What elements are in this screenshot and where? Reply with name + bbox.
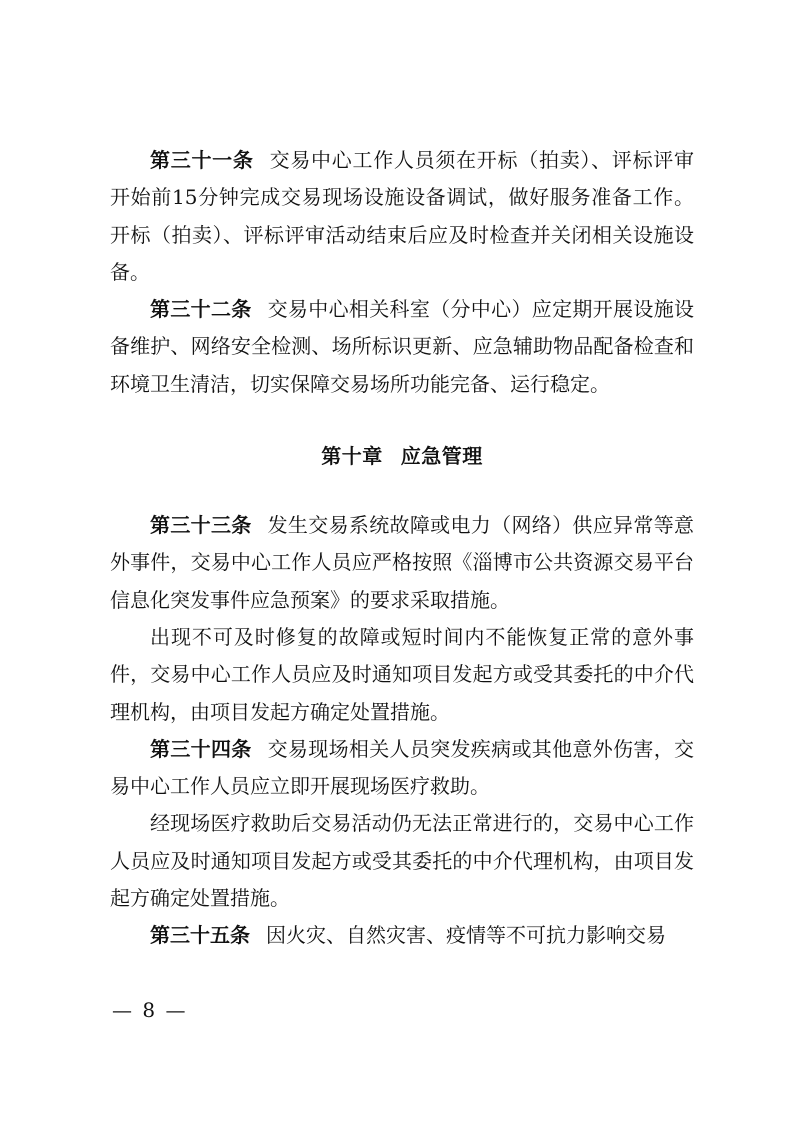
document-body — [110, 142, 694, 955]
article-35-text: 因火灾、自然灾害、疫情等不可抗力影响交易 — [266, 923, 666, 948]
article-33-text: 发生交易系统故障或电力（网络）供应异常等意外事件，交易中心工作人员应严格按照《淄博市公共资源交易平台信息化突发事件应急预案》的要求采取措施。 — [110, 513, 695, 612]
article-33-paragraph — [110, 507, 694, 619]
chapter-title: 应急管理 — [400, 444, 483, 469]
article-32-paragraph — [110, 291, 694, 403]
article-35-label: 第三十五条 — [150, 923, 250, 948]
article-32-text: 交易中心相关科室（分中心）应定期开展设施设备维护、网络安全检测、场所标识更新、应急辅助物品配备检查和环境卫生清洁，切实保障交易场所功能完备、运行稳定。 — [110, 297, 695, 396]
article-31-text: 交易中心工作人员须在开标（拍卖）、评标评审开始前15分钟完成交易现场设施设备调试，做好服务准备工作。开标（拍卖）、评标评审活动结束后应及时检查并关闭相关设施设备。 — [110, 148, 695, 284]
article-31-paragraph — [110, 142, 694, 291]
article-34-label: 第三十四条 — [150, 736, 252, 761]
article-31-label: 第三十一条 — [150, 148, 254, 172]
article-34-continuation-text: 经现场医疗救助后交易活动仍无法正常进行的，交易中心工作人员应及时通知项目发起方或受其委托的中介代理机构，由项目发起方确定处置措施。 — [110, 811, 694, 911]
article-33-continuation-paragraph — [110, 619, 694, 731]
article-32-label: 第三十二条 — [150, 297, 252, 322]
article-34-text: 交易现场相关人员突发疾病或其他意外伤害，交易中心工作人员应立即开展现场医疗救助。 — [110, 736, 695, 799]
page-number: — 8 — — [112, 998, 188, 1022]
article-33-label: 第三十三条 — [150, 513, 252, 538]
article-33-continuation-text: 出现不可及时修复的故障或短时间内不能恢复正常的意外事件，交易中心工作人员应及时通知项目发起方或受其委托的中介代理机构，由项目发起方确定处置措施。 — [110, 624, 694, 724]
article-34-paragraph — [110, 731, 694, 806]
chapter-number: 第十章 — [321, 444, 383, 469]
article-34-continuation-paragraph — [110, 805, 694, 917]
article-35-paragraph — [110, 917, 694, 954]
chapter-heading — [110, 436, 694, 476]
